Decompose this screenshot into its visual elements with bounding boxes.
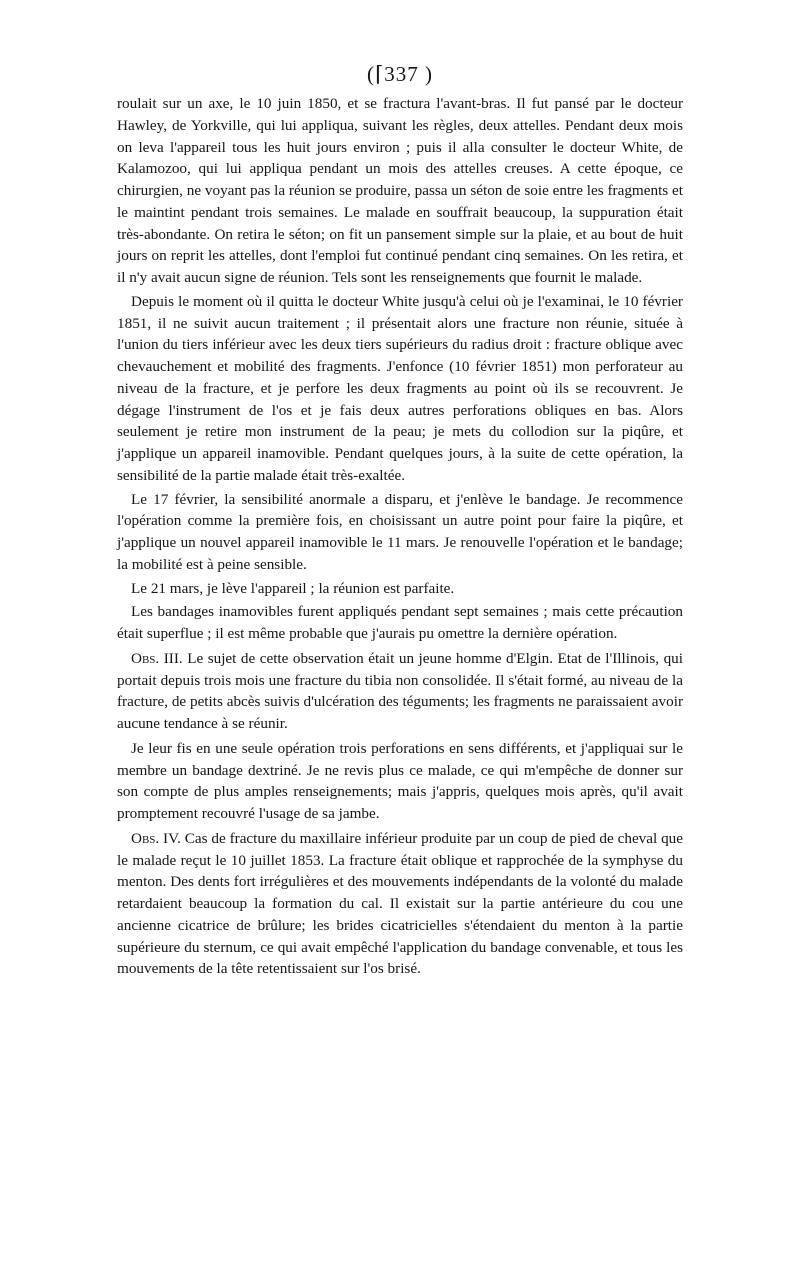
paragraph-text: Le 21 mars, je lève l'appareil ; la réunion est parfaite. (131, 579, 455, 597)
paragraph-bandages (117, 601, 683, 645)
paragraph-continued-case (117, 93, 683, 289)
observation-heading: Obs. III. (131, 649, 183, 667)
paragraph-perforations (117, 738, 683, 825)
paragraph-observation-3 (117, 648, 683, 735)
paragraph-text: Les bandages inamovibles furent appliqués pendant sept semaines ; mais cette précaution était superflue ; il est même probable que j'aurais pu omettre la dernière opération. (117, 603, 683, 642)
paragraph-observation-4 (117, 828, 683, 980)
paragraph-march-21 (117, 578, 683, 600)
page-body (117, 93, 683, 982)
observation-heading: Obs. IV. (131, 829, 181, 847)
paragraph-treatment (117, 291, 683, 487)
paragraph-february-17 (117, 489, 683, 576)
paragraph-text: roulait sur un axe, le 10 juin 1850, et se fractura l'avant-bras. Il fut pansé par le docteur Hawley, de Yorkville, qui lui appliqua, suivant les règles, deux attelles. Pendant deux mois on leva l'appareil tous les huit jours environ ; puis il alla consulter le docteur White, de Kalamozoo, qui lui appliqua pendant un mois des attelles creuses. A cette époque, ce chirurgien, ne voyant pas la réunion se produire, passa un séton de soie entre les fragments et le maintint pendant trois semaines. Le malade en souffrait beaucoup, la suppuration était très-abondante. On retira le séton; on fit un pansement simple sur la plaie, et au bout de huit jours on reprit les attelles, dont l'emploi fut continué pendant cinq semaines. On les retira, et il n'y avait aucun signe de réunion. Tels sont les renseignements que fournit le malade. (117, 95, 683, 286)
page-number: (⌈337 ) (367, 62, 433, 86)
paragraph-text: Le sujet de cette observation était un jeune homme d'Elgin. Etat de l'Illinois, qui portait depuis trois mois une fracture du tibia non consolidée. Il s'était formé, au niveau de la fracture, de petits abcès suivis d'ulcération des téguments; les fragments ne paraissaient avoir aucune tendance à se réunir. (117, 649, 683, 732)
paragraph-text: Je leur fis en une seule opération trois perforations en sens différents, et j'appliquai sur le membre un bandage dextriné. Je ne revis plus ce malade, ce qui m'empêche de donner sur son compte de plus amples renseignements; mais j'appris, quelques mois après, qu'il avait promptement recouvré l'usage de sa jambe. (117, 739, 683, 822)
paragraph-text: Cas de fracture du maxillaire inférieur produite par un coup de pied de cheval que le malade reçut le 10 juillet 1853. La fracture était oblique et rapprochée de la symphyse du menton. Des dents fort irrégulières et des mouvements indépendants de la volonté du malade retardaient beaucoup la formation du cal. Il existait sur la partie antérieure du cou une ancienne cicatrice de brûlure; les brides cicatricielles s'étendaient du menton à la partie supérieure du sternum, ce qui avait empêché l'application du bandage convenable, et tous les mouvements de la tête retentissaient sur l'os brisé. (117, 829, 684, 978)
paragraph-text: Depuis le moment où il quitta le docteur White jusqu'à celui où je l'examinai, le 10 février 1851, il ne suivit aucun traitement ; il présentait alors une fracture non réunie, située à l'union du tiers inférieur avec les deux tiers supérieurs du radius droit : fracture oblique avec chevauchement et mobilité des fragments. J'enfonce (10 février 1851) mon perforateur au niveau de la fracture, et je perfore les deux fragments au point où ils se recouvrent. Je dégage l'instrument de l'os et je fais deux autres perforations obliques en bas. Alors seulement je retire mon instrument de la peau; je mets du collodion sur la piqûre, et j'applique un appareil inamovible. Pendant quelques jours, à la suite de cette opération, la sensibilité de la partie malade était très-exaltée. (117, 292, 683, 484)
paragraph-text: Le 17 février, la sensibilité anormale a disparu, et j'enlève le bandage. Je recommence l'opération comme la première fois, en choisissant un autre point pour faire la piqûre, et j'applique un nouvel appareil inamovible le 11 mars. Je renouvelle l'opération et le bandage; la mobilité est à peine sensible. (117, 490, 683, 573)
